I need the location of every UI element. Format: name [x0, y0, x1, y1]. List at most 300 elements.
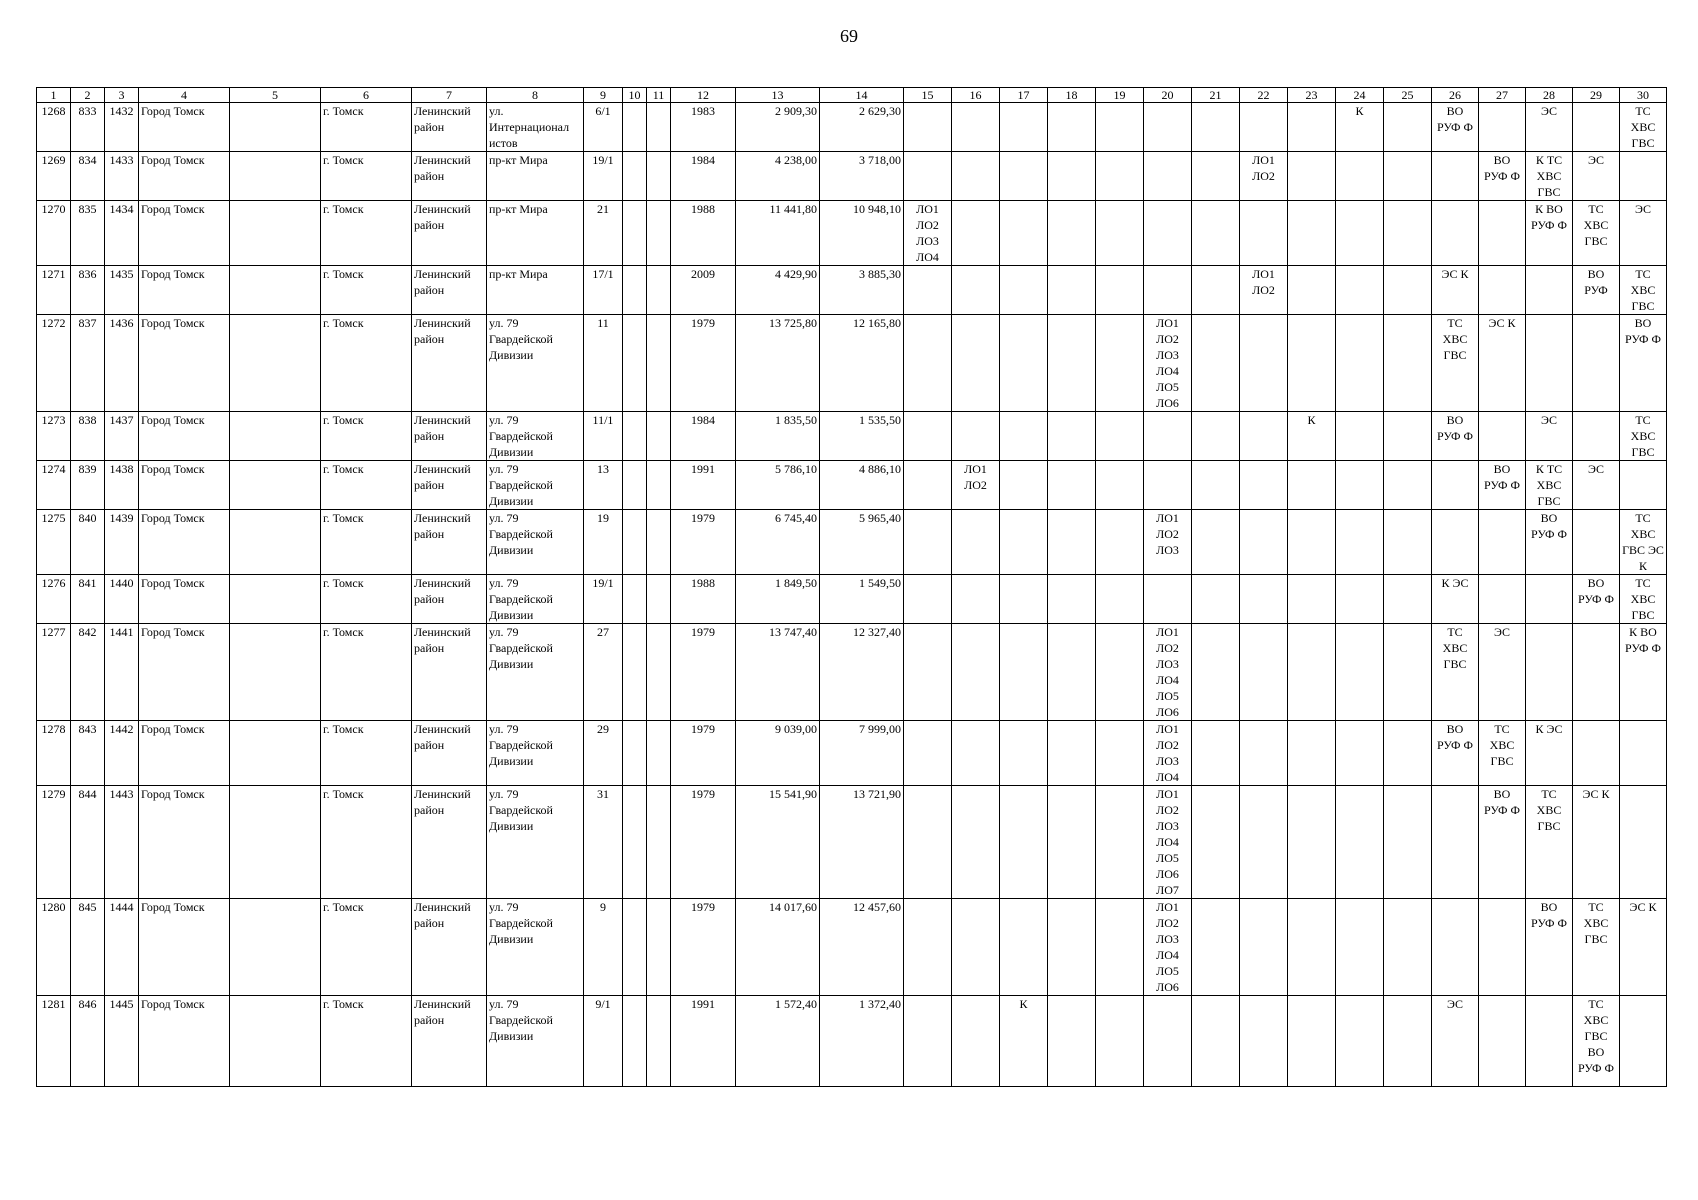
column-header: 25: [1384, 88, 1432, 103]
table-cell-col-10: [623, 412, 647, 461]
table-cell-col-12: 1979: [671, 899, 736, 996]
table-cell-col-8: ул. 79 Гвардейской Дивизии: [487, 315, 584, 412]
table-cell-col-2: 846: [71, 996, 105, 1087]
table-cell-col-22: [1240, 315, 1288, 412]
table-cell-col-5: [230, 786, 321, 899]
table-cell-col-16: [952, 510, 1000, 575]
table-row: [37, 412, 1667, 461]
table-cell-col-24: [1336, 315, 1384, 412]
column-header: 12: [671, 88, 736, 103]
table-cell-col-5: [230, 412, 321, 461]
table-row: [37, 624, 1667, 721]
table-cell-col-14: 5 965,40: [820, 510, 904, 575]
table-cell-col-1: 1269: [37, 152, 71, 201]
table-cell-col-22: ЛО1 ЛО2: [1240, 152, 1288, 201]
table-cell-col-19: [1096, 266, 1144, 315]
column-header: 18: [1048, 88, 1096, 103]
table-cell-col-7: Ленинский район: [412, 201, 487, 266]
table-cell-col-6: г. Томск: [321, 575, 412, 624]
table-cell-col-18: [1048, 461, 1096, 510]
table-row: [37, 152, 1667, 201]
table-cell-col-14: 4 886,10: [820, 461, 904, 510]
table-cell-col-19: [1096, 786, 1144, 899]
table-cell-col-17: [1000, 786, 1048, 899]
table-cell-col-24: [1336, 786, 1384, 899]
table-cell-col-29: ЭС К: [1573, 786, 1620, 899]
table-cell-col-4: Город Томск: [139, 201, 230, 266]
table-cell-col-20: ЛО1 ЛО2 ЛО3 ЛО4 ЛО5 ЛО6 ЛО7: [1144, 786, 1192, 899]
table-cell-col-28: К ВО РУФ Ф: [1526, 201, 1573, 266]
column-header: 27: [1479, 88, 1526, 103]
table-cell-col-7: Ленинский район: [412, 152, 487, 201]
table-cell-col-11: [647, 152, 671, 201]
table-cell-col-20: [1144, 461, 1192, 510]
table-cell-col-19: [1096, 575, 1144, 624]
table-cell-col-30: ЭС К: [1620, 899, 1667, 996]
table-cell-col-29: [1573, 315, 1620, 412]
table-cell-col-1: 1270: [37, 201, 71, 266]
table-cell-col-15: ЛО1 ЛО2 ЛО3 ЛО4: [904, 201, 952, 266]
table-cell-col-3: 1433: [105, 152, 139, 201]
table-cell-col-1: 1280: [37, 899, 71, 996]
table-cell-col-25: [1384, 996, 1432, 1087]
table-cell-col-6: г. Томск: [321, 315, 412, 412]
table-cell-col-19: [1096, 152, 1144, 201]
table-cell-col-23: [1288, 996, 1336, 1087]
table-cell-col-26: ВО РУФ Ф: [1432, 721, 1479, 786]
table-cell-col-2: 840: [71, 510, 105, 575]
table-cell-col-15: [904, 315, 952, 412]
table-row: [37, 575, 1667, 624]
table-cell-col-20: [1144, 996, 1192, 1087]
table-cell-col-20: [1144, 201, 1192, 266]
table-cell-col-28: ЭС: [1526, 103, 1573, 152]
table-cell-col-11: [647, 103, 671, 152]
table-cell-col-27: [1479, 575, 1526, 624]
table-cell-col-26: [1432, 786, 1479, 899]
column-header: 19: [1096, 88, 1144, 103]
table-cell-col-17: [1000, 152, 1048, 201]
table-cell-col-12: 1979: [671, 315, 736, 412]
table-cell-col-22: ЛО1 ЛО2: [1240, 266, 1288, 315]
table-cell-col-12: 1984: [671, 152, 736, 201]
table-cell-col-8: ул. 79 Гвардейской Дивизии: [487, 996, 584, 1087]
table-cell-col-24: [1336, 996, 1384, 1087]
table-cell-col-4: Город Томск: [139, 315, 230, 412]
table-cell-col-26: ТС ХВС ГВС: [1432, 624, 1479, 721]
table-cell-col-25: [1384, 152, 1432, 201]
table-cell-col-4: Город Томск: [139, 412, 230, 461]
table-cell-col-17: [1000, 899, 1048, 996]
table-cell-col-10: [623, 461, 647, 510]
table-cell-col-26: ВО РУФ Ф: [1432, 412, 1479, 461]
table-cell-col-14: 12 165,80: [820, 315, 904, 412]
table-cell-col-24: [1336, 266, 1384, 315]
table-cell-col-6: г. Томск: [321, 899, 412, 996]
table-cell-col-21: [1192, 721, 1240, 786]
table-cell-col-4: Город Томск: [139, 996, 230, 1087]
table-cell-col-29: [1573, 510, 1620, 575]
table-cell-col-15: [904, 721, 952, 786]
table-cell-col-30: [1620, 461, 1667, 510]
table-cell-col-14: 13 721,90: [820, 786, 904, 899]
table-cell-col-20: ЛО1 ЛО2 ЛО3 ЛО4 ЛО5 ЛО6: [1144, 899, 1192, 996]
column-header: 3: [105, 88, 139, 103]
table-cell-col-25: [1384, 721, 1432, 786]
table-cell-col-18: [1048, 152, 1096, 201]
table-cell-col-25: [1384, 315, 1432, 412]
table-cell-col-30: [1620, 721, 1667, 786]
table-cell-col-1: 1273: [37, 412, 71, 461]
table-cell-col-8: ул. 79 Гвардейской Дивизии: [487, 624, 584, 721]
table-cell-col-21: [1192, 786, 1240, 899]
table-cell-col-21: [1192, 624, 1240, 721]
table-row: [37, 103, 1667, 152]
table-cell-col-14: 3 718,00: [820, 152, 904, 201]
table-cell-col-5: [230, 721, 321, 786]
table-cell-col-1: 1275: [37, 510, 71, 575]
table-cell-col-13: 9 039,00: [736, 721, 820, 786]
table-cell-col-18: [1048, 266, 1096, 315]
table-cell-col-10: [623, 152, 647, 201]
table-cell-col-5: [230, 996, 321, 1087]
table-cell-col-18: [1048, 575, 1096, 624]
column-header: 11: [647, 88, 671, 103]
table-row: [37, 721, 1667, 786]
table-cell-col-13: 4 429,90: [736, 266, 820, 315]
table-cell-col-27: [1479, 899, 1526, 996]
table-cell-col-5: [230, 266, 321, 315]
table-cell-col-9: 19: [584, 510, 623, 575]
table-cell-col-21: [1192, 510, 1240, 575]
table-cell-col-8: ул. 79 Гвардейской Дивизии: [487, 461, 584, 510]
table-cell-col-17: [1000, 510, 1048, 575]
table-cell-col-18: [1048, 103, 1096, 152]
table-cell-col-10: [623, 266, 647, 315]
table-cell-col-25: [1384, 575, 1432, 624]
table-cell-col-19: [1096, 412, 1144, 461]
table-cell-col-26: ТС ХВС ГВС: [1432, 315, 1479, 412]
table-cell-col-6: г. Томск: [321, 201, 412, 266]
table-cell-col-16: [952, 103, 1000, 152]
table-cell-col-11: [647, 721, 671, 786]
table-cell-col-20: ЛО1 ЛО2 ЛО3 ЛО4: [1144, 721, 1192, 786]
table-cell-col-16: [952, 721, 1000, 786]
table-cell-col-4: Город Томск: [139, 624, 230, 721]
table-cell-col-11: [647, 201, 671, 266]
column-header: 1: [37, 88, 71, 103]
table-cell-col-2: 842: [71, 624, 105, 721]
table-cell-col-20: [1144, 575, 1192, 624]
table-cell-col-8: пр-кт Мира: [487, 201, 584, 266]
table-cell-col-27: [1479, 996, 1526, 1087]
table-cell-col-11: [647, 315, 671, 412]
table-cell-col-1: 1274: [37, 461, 71, 510]
table-cell-col-9: 29: [584, 721, 623, 786]
table-cell-col-10: [623, 721, 647, 786]
table-cell-col-8: ул. Интернационал истов: [487, 103, 584, 152]
table-cell-col-1: 1271: [37, 266, 71, 315]
table-cell-col-24: К: [1336, 103, 1384, 152]
table-cell-col-3: 1440: [105, 575, 139, 624]
table-cell-col-20: [1144, 412, 1192, 461]
table-cell-col-20: ЛО1 ЛО2 ЛО3 ЛО4 ЛО5 ЛО6: [1144, 624, 1192, 721]
table-cell-col-5: [230, 103, 321, 152]
table-cell-col-27: [1479, 412, 1526, 461]
table-cell-col-27: [1479, 103, 1526, 152]
table-cell-col-2: 845: [71, 899, 105, 996]
table-cell-col-11: [647, 266, 671, 315]
table-cell-col-30: ТС ХВС ГВС: [1620, 266, 1667, 315]
table-row: [37, 786, 1667, 899]
table-cell-col-13: 1 572,40: [736, 996, 820, 1087]
table-cell-col-27: ЭС: [1479, 624, 1526, 721]
table-cell-col-7: Ленинский район: [412, 899, 487, 996]
column-header: 29: [1573, 88, 1620, 103]
table-cell-col-28: [1526, 996, 1573, 1087]
table-cell-col-24: [1336, 721, 1384, 786]
table-cell-col-1: 1278: [37, 721, 71, 786]
table-cell-col-3: 1443: [105, 786, 139, 899]
table-cell-col-2: 843: [71, 721, 105, 786]
table-cell-col-6: г. Томск: [321, 461, 412, 510]
table-cell-col-26: [1432, 510, 1479, 575]
table-cell-col-23: [1288, 899, 1336, 996]
table-cell-col-21: [1192, 103, 1240, 152]
table-cell-col-26: [1432, 461, 1479, 510]
table-cell-col-24: [1336, 899, 1384, 996]
table-cell-col-17: [1000, 103, 1048, 152]
table-cell-col-26: [1432, 201, 1479, 266]
table-cell-col-14: 10 948,10: [820, 201, 904, 266]
table-cell-col-24: [1336, 201, 1384, 266]
table-cell-col-27: [1479, 266, 1526, 315]
table-cell-col-29: ВО РУФ Ф: [1573, 575, 1620, 624]
table-cell-col-22: [1240, 786, 1288, 899]
table-cell-col-27: ВО РУФ Ф: [1479, 152, 1526, 201]
column-header: 30: [1620, 88, 1667, 103]
table-row: [37, 996, 1667, 1087]
table-cell-col-12: 1979: [671, 786, 736, 899]
table-cell-col-26: ВО РУФ Ф: [1432, 103, 1479, 152]
table-cell-col-5: [230, 510, 321, 575]
table-cell-col-5: [230, 315, 321, 412]
table-cell-col-25: [1384, 461, 1432, 510]
table-cell-col-30: [1620, 786, 1667, 899]
table-cell-col-24: [1336, 412, 1384, 461]
table-cell-col-25: [1384, 786, 1432, 899]
table-cell-col-8: ул. 79 Гвардейской Дивизии: [487, 899, 584, 996]
table-cell-col-28: К ЭС: [1526, 721, 1573, 786]
table-cell-col-7: Ленинский район: [412, 412, 487, 461]
table-cell-col-19: [1096, 103, 1144, 152]
table-cell-col-30: ТС ХВС ГВС: [1620, 412, 1667, 461]
table-cell-col-18: [1048, 786, 1096, 899]
table-cell-col-27: ВО РУФ Ф: [1479, 786, 1526, 899]
table-cell-col-14: 1 549,50: [820, 575, 904, 624]
table-cell-col-18: [1048, 899, 1096, 996]
table-cell-col-5: [230, 461, 321, 510]
table-cell-col-26: [1432, 899, 1479, 996]
table-cell-col-2: 835: [71, 201, 105, 266]
table-cell-col-8: ул. 79 Гвардейской Дивизии: [487, 575, 584, 624]
table-cell-col-30: ТС ХВС ГВС ЭС К: [1620, 510, 1667, 575]
table-cell-col-9: 19/1: [584, 152, 623, 201]
table-cell-col-7: Ленинский район: [412, 461, 487, 510]
table-cell-col-13: 11 441,80: [736, 201, 820, 266]
table-cell-col-28: [1526, 575, 1573, 624]
table-cell-col-25: [1384, 103, 1432, 152]
table-cell-col-7: Ленинский район: [412, 103, 487, 152]
table-cell-col-28: [1526, 266, 1573, 315]
table-cell-col-4: Город Томск: [139, 103, 230, 152]
table-cell-col-24: [1336, 461, 1384, 510]
table-cell-col-1: 1281: [37, 996, 71, 1087]
column-header: 6: [321, 88, 412, 103]
table-cell-col-11: [647, 461, 671, 510]
table-cell-col-29: ЭС: [1573, 461, 1620, 510]
table-cell-col-12: 2009: [671, 266, 736, 315]
table-cell-col-21: [1192, 152, 1240, 201]
table-cell-col-16: [952, 996, 1000, 1087]
table-cell-col-3: 1436: [105, 315, 139, 412]
table-cell-col-21: [1192, 315, 1240, 412]
table-cell-col-23: [1288, 575, 1336, 624]
table-cell-col-29: ВО РУФ: [1573, 266, 1620, 315]
table-cell-col-17: [1000, 201, 1048, 266]
table-cell-col-5: [230, 201, 321, 266]
table-cell-col-18: [1048, 201, 1096, 266]
table-cell-col-6: г. Томск: [321, 996, 412, 1087]
table-cell-col-17: [1000, 721, 1048, 786]
table-cell-col-23: [1288, 510, 1336, 575]
table-cell-col-19: [1096, 721, 1144, 786]
table-cell-col-2: 839: [71, 461, 105, 510]
table-cell-col-26: К ЭС: [1432, 575, 1479, 624]
table-cell-col-11: [647, 575, 671, 624]
table-cell-col-28: ВО РУФ Ф: [1526, 899, 1573, 996]
table-cell-col-29: [1573, 624, 1620, 721]
table-cell-col-23: К: [1288, 412, 1336, 461]
table-cell-col-21: [1192, 899, 1240, 996]
table-cell-col-16: [952, 315, 1000, 412]
table-cell-col-10: [623, 575, 647, 624]
table-cell-col-7: Ленинский район: [412, 315, 487, 412]
table-cell-col-4: Город Томск: [139, 786, 230, 899]
table-cell-col-5: [230, 152, 321, 201]
table-cell-col-30: ТС ХВС ГВС: [1620, 575, 1667, 624]
table-cell-col-15: [904, 152, 952, 201]
table-cell-col-2: 837: [71, 315, 105, 412]
table-cell-col-22: [1240, 721, 1288, 786]
table-cell-col-22: [1240, 201, 1288, 266]
column-header: 24: [1336, 88, 1384, 103]
table-cell-col-13: 6 745,40: [736, 510, 820, 575]
table-cell-col-14: 1 372,40: [820, 996, 904, 1087]
table-cell-col-6: г. Томск: [321, 412, 412, 461]
table-cell-col-9: 27: [584, 624, 623, 721]
table-cell-col-8: пр-кт Мира: [487, 152, 584, 201]
table-cell-col-2: 838: [71, 412, 105, 461]
table-cell-col-12: 1979: [671, 624, 736, 721]
table-cell-col-9: 17/1: [584, 266, 623, 315]
table-cell-col-21: [1192, 201, 1240, 266]
column-header: 7: [412, 88, 487, 103]
table-cell-col-16: ЛО1 ЛО2: [952, 461, 1000, 510]
table-cell-col-10: [623, 996, 647, 1087]
table-cell-col-12: 1988: [671, 201, 736, 266]
table-cell-col-9: 9/1: [584, 996, 623, 1087]
table-cell-col-19: [1096, 510, 1144, 575]
table-cell-col-23: [1288, 461, 1336, 510]
table-cell-col-19: [1096, 461, 1144, 510]
table-cell-col-4: Город Томск: [139, 575, 230, 624]
table-cell-col-19: [1096, 899, 1144, 996]
table-row: [37, 510, 1667, 575]
table-cell-col-29: ТС ХВС ГВС: [1573, 899, 1620, 996]
table-cell-col-27: [1479, 510, 1526, 575]
table-cell-col-28: ВО РУФ Ф: [1526, 510, 1573, 575]
table-cell-col-13: 5 786,10: [736, 461, 820, 510]
table-cell-col-17: [1000, 266, 1048, 315]
table-cell-col-7: Ленинский район: [412, 575, 487, 624]
table-cell-col-25: [1384, 412, 1432, 461]
table-cell-col-16: [952, 412, 1000, 461]
table-cell-col-15: [904, 266, 952, 315]
table-cell-col-19: [1096, 315, 1144, 412]
table-cell-col-23: [1288, 721, 1336, 786]
table-cell-col-10: [623, 510, 647, 575]
table-cell-col-23: [1288, 266, 1336, 315]
table-cell-col-1: 1279: [37, 786, 71, 899]
table-cell-col-29: ТС ХВС ГВС ВО РУФ Ф: [1573, 996, 1620, 1087]
table-cell-col-2: 834: [71, 152, 105, 201]
table-cell-col-18: [1048, 315, 1096, 412]
table-cell-col-18: [1048, 721, 1096, 786]
table-cell-col-9: 13: [584, 461, 623, 510]
table-row: [37, 899, 1667, 996]
table-cell-col-6: г. Томск: [321, 786, 412, 899]
table-cell-col-15: [904, 103, 952, 152]
table-cell-col-23: [1288, 786, 1336, 899]
table-cell-col-3: 1439: [105, 510, 139, 575]
table-cell-col-4: Город Томск: [139, 461, 230, 510]
table-cell-col-9: 6/1: [584, 103, 623, 152]
table-cell-col-12: 1991: [671, 461, 736, 510]
table-cell-col-20: ЛО1 ЛО2 ЛО3: [1144, 510, 1192, 575]
table-cell-col-3: 1435: [105, 266, 139, 315]
table-cell-col-13: 13 725,80: [736, 315, 820, 412]
table-cell-col-27: ТС ХВС ГВС: [1479, 721, 1526, 786]
table-cell-col-22: [1240, 899, 1288, 996]
table-cell-col-26: ЭС: [1432, 996, 1479, 1087]
table-cell-col-15: [904, 461, 952, 510]
column-header: 8: [487, 88, 584, 103]
table-cell-col-3: 1442: [105, 721, 139, 786]
table-cell-col-22: [1240, 510, 1288, 575]
table-cell-col-10: [623, 899, 647, 996]
table-cell-col-2: 844: [71, 786, 105, 899]
table-cell-col-10: [623, 103, 647, 152]
header-row: [37, 88, 1667, 103]
table-cell-col-13: 1 849,50: [736, 575, 820, 624]
table-cell-col-16: [952, 152, 1000, 201]
table-row: [37, 201, 1667, 266]
table-cell-col-15: [904, 899, 952, 996]
table-cell-col-3: 1445: [105, 996, 139, 1087]
table-cell-col-16: [952, 201, 1000, 266]
table-cell-col-3: 1432: [105, 103, 139, 152]
